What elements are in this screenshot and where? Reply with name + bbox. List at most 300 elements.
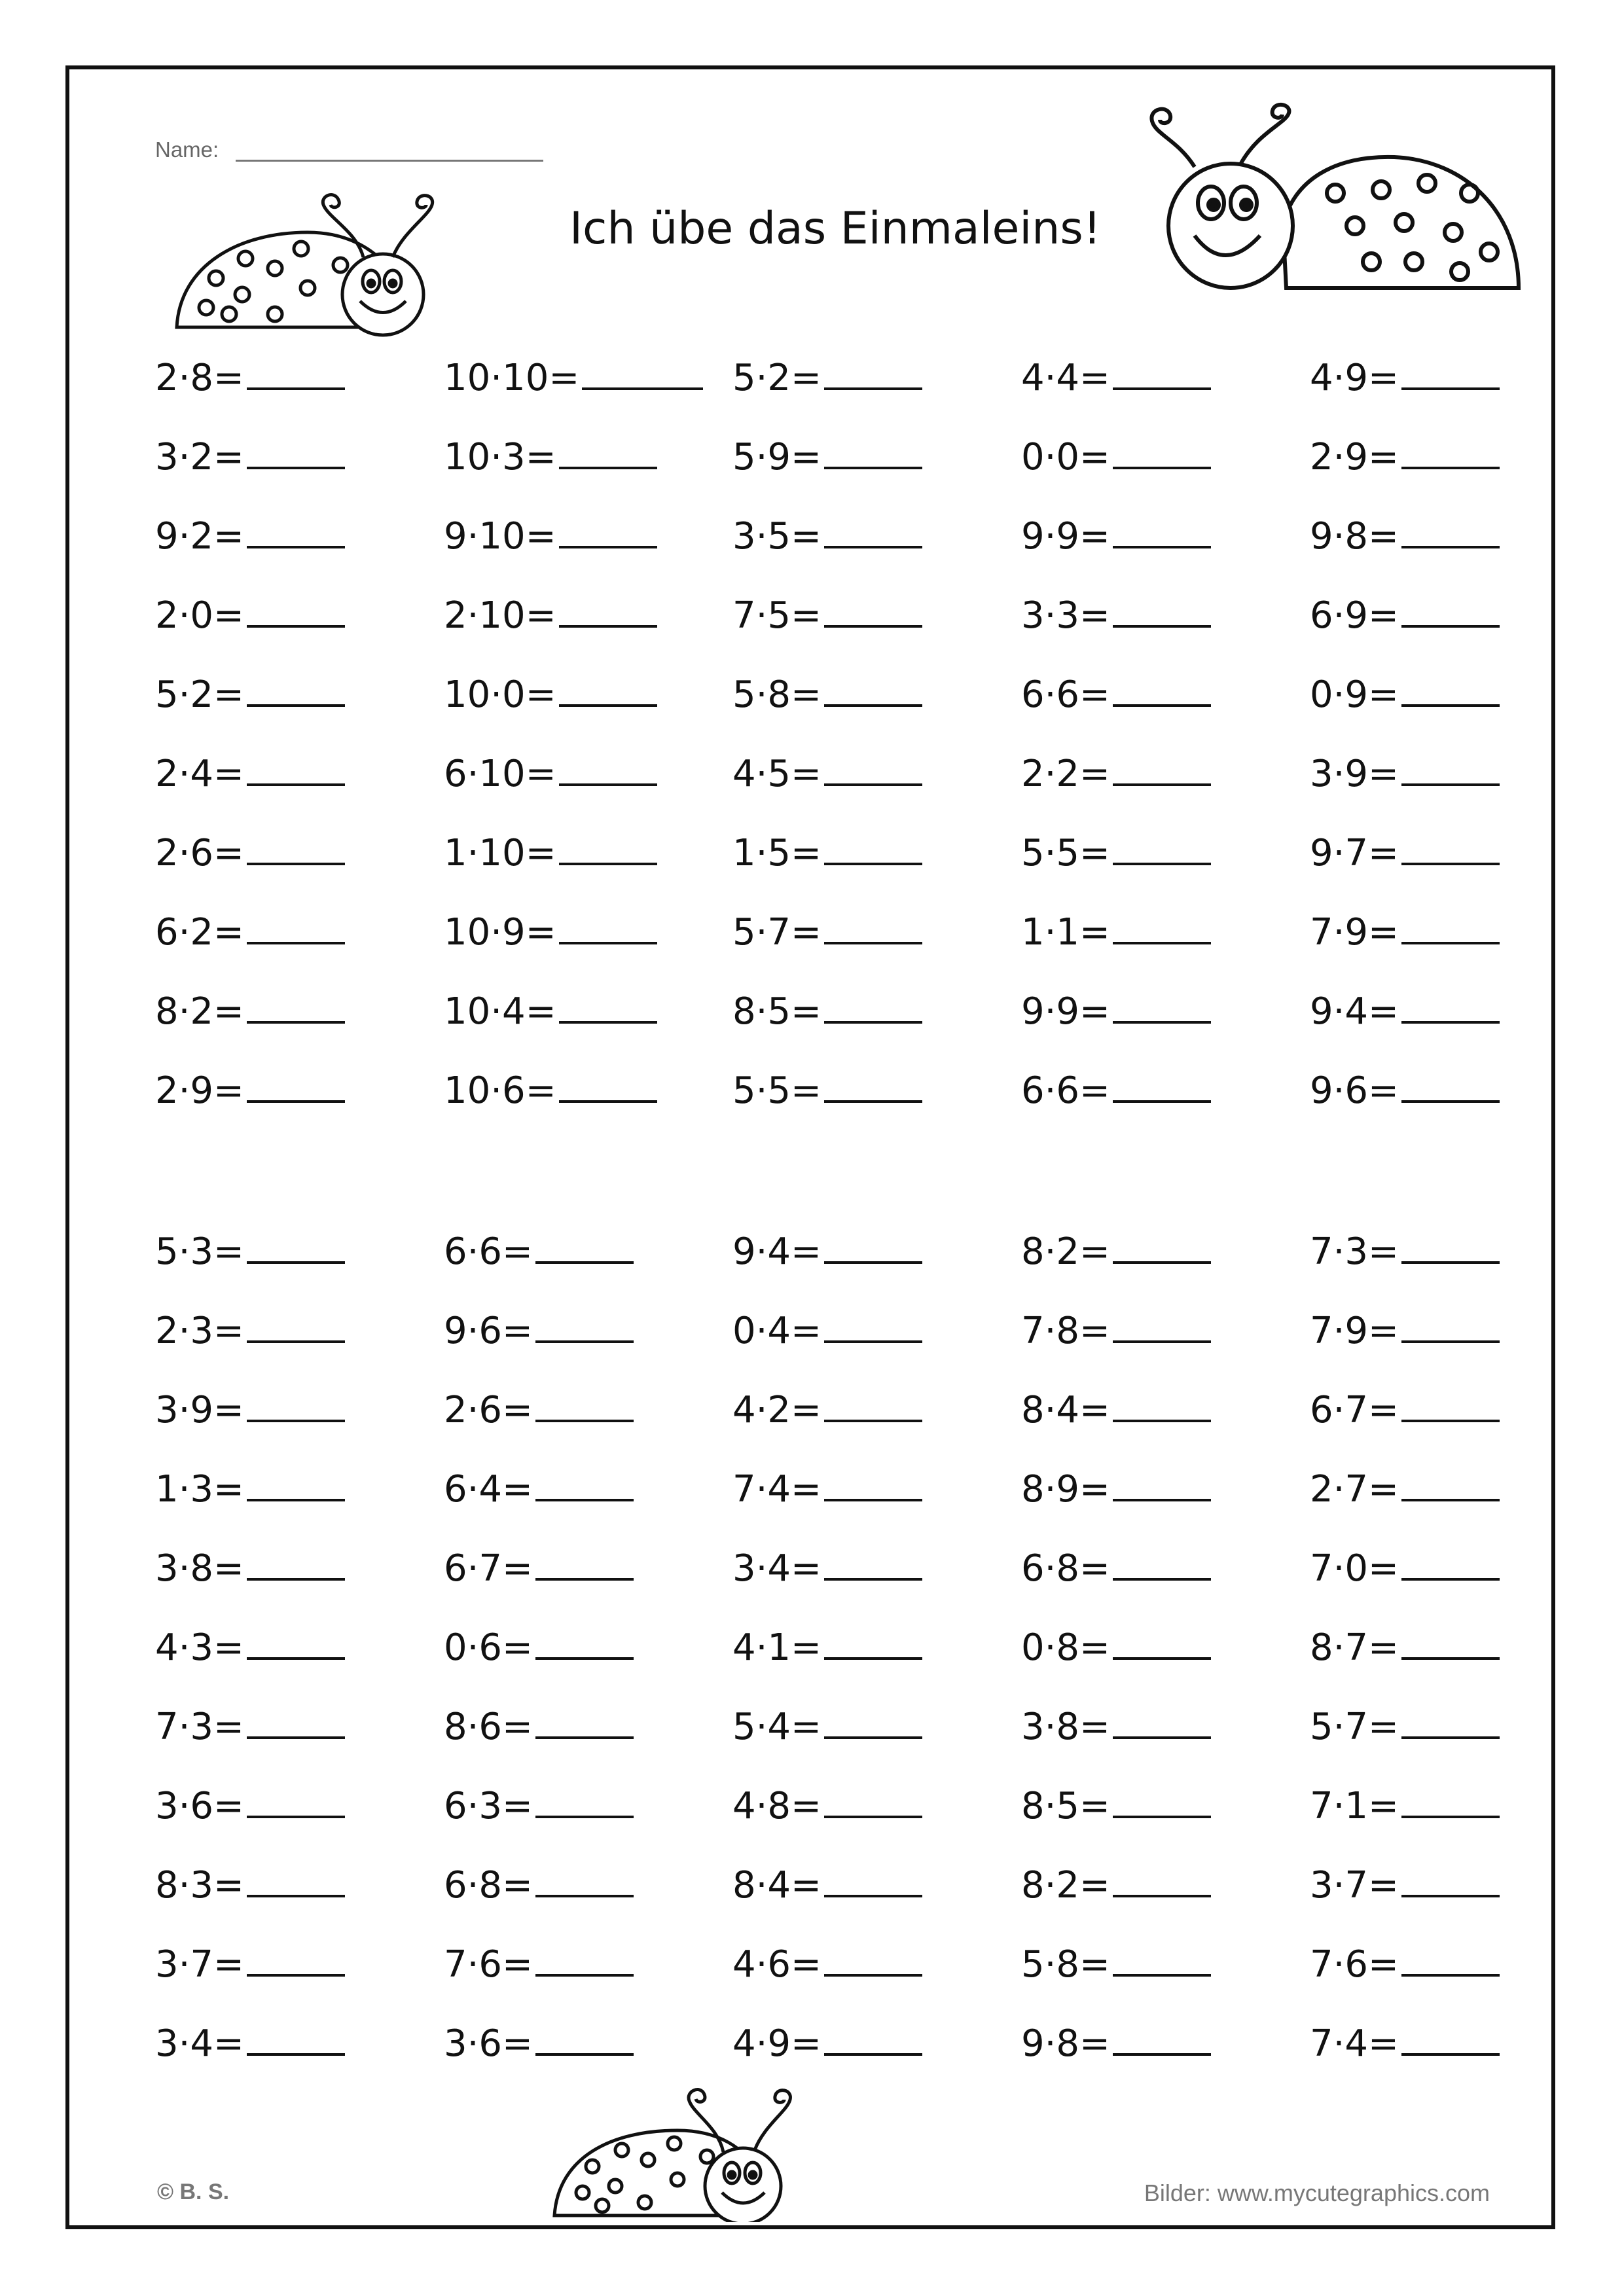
exercise-item	[155, 1066, 345, 1112]
answer-blank[interactable]	[247, 987, 345, 1024]
exercise-item	[1021, 670, 1211, 716]
exercise-item	[732, 749, 922, 795]
exercise-text: 9·4=	[732, 1230, 821, 1273]
answer-blank[interactable]	[1113, 1861, 1211, 1897]
exercise-item	[1021, 1623, 1211, 1669]
exercise-text: 4·1=	[732, 1626, 821, 1669]
answer-blank[interactable]	[247, 1465, 345, 1501]
exercise-text: 4·2=	[732, 1389, 821, 1431]
exercise-text: 3·9=	[1310, 753, 1399, 795]
answer-blank[interactable]	[247, 670, 345, 707]
exercise-text: 9·6=	[444, 1310, 533, 1352]
exercise-text: 3·3=	[1021, 594, 1110, 637]
exercise-item	[444, 670, 657, 716]
exercise-item	[444, 1861, 634, 1907]
exercise-item	[732, 1306, 922, 1352]
exercise-item	[155, 512, 345, 558]
exercise-text: 8·2=	[1021, 1230, 1110, 1273]
exercise-item	[444, 1066, 657, 1112]
exercise-item	[1021, 1940, 1211, 1986]
answer-blank[interactable]	[582, 353, 703, 390]
exercise-item	[732, 1702, 922, 1748]
answer-blank[interactable]	[535, 1544, 634, 1581]
exercise-text: 5·2=	[732, 357, 821, 399]
answer-blank[interactable]	[824, 353, 922, 390]
exercise-text: 2·3=	[155, 1310, 244, 1352]
answer-blank[interactable]	[1113, 1386, 1211, 1422]
answer-blank[interactable]	[1113, 512, 1211, 548]
exercise-text: 0·4=	[732, 1310, 821, 1352]
exercise-text: 7·0=	[1310, 1547, 1399, 1590]
answer-blank[interactable]	[247, 1940, 345, 1977]
exercise-item	[1021, 1465, 1211, 1511]
exercise-text: 6·6=	[1021, 673, 1110, 716]
answer-blank[interactable]	[247, 2019, 345, 2056]
exercise-item	[1310, 1702, 1500, 1748]
answer-blank[interactable]	[559, 987, 657, 1024]
exercise-text: 6·9=	[1310, 594, 1399, 637]
answer-blank[interactable]	[824, 1940, 922, 1977]
exercise-item	[1021, 591, 1211, 637]
answer-blank[interactable]	[247, 512, 345, 548]
exercise-item	[1310, 353, 1500, 399]
copyright: © B. S.	[157, 2179, 230, 2204]
exercise-text: 9·7=	[1310, 832, 1399, 874]
answer-blank[interactable]	[1401, 749, 1500, 786]
exercise-item	[732, 1623, 922, 1669]
exercise-text: 8·5=	[1021, 1785, 1110, 1827]
exercise-item	[732, 1465, 922, 1511]
exercise-text: 2·9=	[1310, 436, 1399, 478]
exercise-item	[1310, 829, 1500, 874]
answer-blank[interactable]	[1401, 829, 1500, 865]
exercise-text: 8·4=	[732, 1864, 821, 1907]
exercise-item	[1310, 670, 1500, 716]
answer-blank[interactable]	[1113, 908, 1211, 944]
answer-blank[interactable]	[247, 1782, 345, 1818]
exercise-text: 8·3=	[155, 1864, 244, 1907]
exercise-item	[732, 353, 922, 399]
exercise-item	[732, 1861, 922, 1907]
exercise-item	[155, 1861, 345, 1907]
answer-blank[interactable]	[1113, 1782, 1211, 1818]
exercise-item	[444, 1940, 634, 1986]
exercise-item	[444, 1465, 634, 1511]
exercise-item	[444, 908, 657, 954]
exercise-item	[1310, 1306, 1500, 1352]
exercise-text: 9·6=	[1310, 1069, 1399, 1112]
exercise-item	[444, 1623, 634, 1669]
exercise-text: 3·2=	[155, 436, 244, 478]
answer-blank[interactable]	[247, 1386, 345, 1422]
exercise-text: 0·9=	[1310, 673, 1399, 716]
exercise-text: 3·7=	[155, 1943, 244, 1986]
exercise-item	[1310, 591, 1500, 637]
exercise-text: 3·8=	[155, 1547, 244, 1590]
exercise-item	[1021, 829, 1211, 874]
answer-blank[interactable]	[1113, 353, 1211, 390]
answer-blank[interactable]	[1401, 1306, 1500, 1343]
exercise-text: 2·0=	[155, 594, 244, 637]
exercise-text: 5·3=	[155, 1230, 244, 1273]
exercise-text: 7·6=	[444, 1943, 533, 1986]
exercise-item	[732, 1544, 922, 1590]
exercise-item	[1310, 1465, 1500, 1511]
exercise-text: 7·3=	[155, 1706, 244, 1748]
exercise-item	[155, 1465, 345, 1511]
exercise-text: 2·6=	[444, 1389, 533, 1431]
answer-blank[interactable]	[535, 1623, 634, 1660]
exercise-item	[1021, 1386, 1211, 1431]
answer-blank[interactable]	[559, 433, 657, 469]
exercise-item	[1021, 433, 1211, 478]
exercise-text: 3·8=	[1021, 1706, 1110, 1748]
answer-blank[interactable]	[1401, 1940, 1500, 1977]
answer-blank[interactable]	[1401, 1386, 1500, 1422]
answer-blank[interactable]	[824, 512, 922, 548]
answer-blank[interactable]	[1113, 1465, 1211, 1501]
exercise-text: 5·8=	[732, 673, 821, 716]
answer-blank[interactable]	[824, 829, 922, 865]
exercise-item	[1310, 1861, 1500, 1907]
exercise-text: 3·7=	[1310, 1864, 1399, 1907]
answer-blank[interactable]	[559, 512, 657, 548]
exercise-text: 8·6=	[444, 1706, 533, 1748]
answer-blank[interactable]	[824, 1465, 922, 1501]
answer-blank[interactable]	[535, 1782, 634, 1818]
answer-blank[interactable]	[1113, 1940, 1211, 1977]
answer-blank[interactable]	[824, 1861, 922, 1897]
exercise-text: 8·9=	[1021, 1468, 1110, 1511]
answer-blank[interactable]	[1113, 1227, 1211, 1264]
exercise-item	[444, 512, 657, 558]
exercise-item	[155, 1623, 345, 1669]
image-credit: Bilder: www.mycutegraphics.com	[1144, 2179, 1490, 2206]
answer-blank[interactable]	[247, 433, 345, 469]
exercise-item	[444, 1782, 634, 1827]
answer-blank[interactable]	[535, 1861, 634, 1897]
exercise-item	[155, 433, 345, 478]
exercise-text: 7·8=	[1021, 1310, 1110, 1352]
exercise-item	[732, 433, 922, 478]
answer-blank[interactable]	[1401, 1227, 1500, 1264]
answer-blank[interactable]	[824, 1066, 922, 1103]
answer-blank[interactable]	[247, 1702, 345, 1739]
exercise-text: 10·9=	[444, 911, 556, 954]
exercise-text: 5·8=	[1021, 1943, 1110, 1986]
name-label: Name:	[155, 137, 219, 162]
answer-blank[interactable]	[1401, 1861, 1500, 1897]
exercise-text: 6·3=	[444, 1785, 533, 1827]
exercise-item	[732, 1066, 922, 1112]
answer-blank[interactable]	[247, 829, 345, 865]
exercise-text: 5·5=	[732, 1069, 821, 1112]
answer-blank[interactable]	[824, 591, 922, 628]
exercise-item	[155, 987, 345, 1033]
exercise-item	[444, 2019, 634, 2065]
exercise-text: 4·4=	[1021, 357, 1110, 399]
exercise-text: 6·4=	[444, 1468, 533, 1511]
answer-blank[interactable]	[824, 1702, 922, 1739]
exercise-item	[1310, 433, 1500, 478]
answer-blank[interactable]	[247, 1066, 345, 1103]
exercise-text: 7·9=	[1310, 911, 1399, 954]
exercise-text: 6·2=	[155, 911, 244, 954]
exercise-item	[155, 1227, 345, 1273]
exercise-item	[155, 1940, 345, 1986]
answer-blank[interactable]	[1401, 1465, 1500, 1501]
exercise-text: 3·6=	[155, 1785, 244, 1827]
answer-blank[interactable]	[1401, 670, 1500, 707]
answer-blank[interactable]	[1401, 908, 1500, 944]
exercise-item	[155, 591, 345, 637]
answer-blank[interactable]	[535, 1227, 634, 1264]
answer-blank[interactable]	[824, 1227, 922, 1264]
exercise-text: 8·2=	[155, 990, 244, 1033]
answer-blank[interactable]	[559, 1066, 657, 1103]
exercise-text: 7·1=	[1310, 1785, 1399, 1827]
exercise-item	[155, 670, 345, 716]
exercise-text: 4·9=	[732, 2022, 821, 2065]
exercise-text: 1·10=	[444, 832, 556, 874]
exercise-item	[1310, 1544, 1500, 1590]
exercise-text: 3·9=	[155, 1389, 244, 1431]
exercise-item	[732, 1782, 922, 1827]
answer-blank[interactable]	[1401, 1623, 1500, 1660]
answer-blank[interactable]	[559, 829, 657, 865]
exercise-text: 5·7=	[1310, 1706, 1399, 1748]
exercise-item	[155, 1702, 345, 1748]
answer-blank[interactable]	[824, 1386, 922, 1422]
exercise-item	[1021, 987, 1211, 1033]
answer-blank[interactable]	[535, 1465, 634, 1501]
exercise-text: 7·9=	[1310, 1310, 1399, 1352]
exercise-item	[155, 2019, 345, 2065]
answer-blank[interactable]	[247, 749, 345, 786]
exercise-text: 8·5=	[732, 990, 821, 1033]
exercise-text: 3·4=	[732, 1547, 821, 1590]
exercise-item	[1021, 908, 1211, 954]
answer-blank[interactable]	[1113, 591, 1211, 628]
exercise-item	[155, 829, 345, 874]
exercise-text: 9·9=	[1021, 515, 1110, 558]
exercise-item	[732, 1227, 922, 1273]
exercise-item	[444, 749, 657, 795]
exercise-text: 5·2=	[155, 673, 244, 716]
answer-blank[interactable]	[247, 1861, 345, 1897]
exercise-item	[732, 512, 922, 558]
answer-blank[interactable]	[1113, 987, 1211, 1024]
page-title: Ich übe das Einmaleins!	[569, 203, 1102, 255]
exercise-text: 8·7=	[1310, 1626, 1399, 1669]
exercise-item	[1021, 1861, 1211, 1907]
exercise-text: 4·6=	[732, 1943, 821, 1986]
exercise-text: 3·6=	[444, 2022, 533, 2065]
exercise-text: 8·2=	[1021, 1864, 1110, 1907]
answer-blank[interactable]	[535, 1306, 634, 1343]
exercise-text: 7·5=	[732, 594, 821, 637]
answer-blank[interactable]	[1113, 749, 1211, 786]
exercise-item	[444, 1544, 634, 1590]
answer-blank[interactable]	[824, 749, 922, 786]
exercise-item	[155, 1306, 345, 1352]
exercise-item	[1310, 1227, 1500, 1273]
exercise-item	[155, 908, 345, 954]
exercise-item	[1021, 2019, 1211, 2065]
answer-blank[interactable]	[247, 1227, 345, 1264]
ladybug-bottom-icon	[547, 2068, 821, 2222]
answer-blank[interactable]	[247, 1544, 345, 1581]
exercise-item	[155, 353, 345, 399]
answer-blank[interactable]	[535, 1702, 634, 1739]
exercise-text: 3·4=	[155, 2022, 244, 2065]
exercise-item	[444, 987, 657, 1033]
exercise-item	[1021, 353, 1211, 399]
exercise-item	[1310, 749, 1500, 795]
exercise-text: 0·0=	[1021, 436, 1110, 478]
answer-blank[interactable]	[559, 749, 657, 786]
answer-blank[interactable]	[247, 908, 345, 944]
answer-blank[interactable]	[824, 908, 922, 944]
exercise-text: 2·2=	[1021, 753, 1110, 795]
exercise-text: 9·2=	[155, 515, 244, 558]
answer-blank[interactable]	[247, 1623, 345, 1660]
answer-blank[interactable]	[247, 591, 345, 628]
exercise-item	[1310, 2019, 1500, 2065]
exercise-item	[1310, 1623, 1500, 1669]
answer-blank[interactable]	[1401, 591, 1500, 628]
answer-blank[interactable]	[1113, 1544, 1211, 1581]
exercise-item	[155, 1544, 345, 1590]
exercise-text: 10·3=	[444, 436, 556, 478]
answer-blank[interactable]	[1401, 433, 1500, 469]
exercise-text: 6·8=	[444, 1864, 533, 1907]
answer-blank[interactable]	[824, 1782, 922, 1818]
exercise-text: 5·9=	[732, 436, 821, 478]
answer-blank[interactable]	[1113, 1702, 1211, 1739]
exercise-text: 2·9=	[155, 1069, 244, 1112]
exercise-text: 6·6=	[444, 1230, 533, 1273]
exercise-item	[732, 2019, 922, 2065]
answer-blank[interactable]	[535, 1940, 634, 1977]
exercise-item	[1310, 1782, 1500, 1827]
answer-blank[interactable]	[247, 1306, 345, 1343]
answer-blank[interactable]	[1113, 1306, 1211, 1343]
exercise-text: 3·5=	[732, 515, 821, 558]
answer-blank[interactable]	[559, 591, 657, 628]
exercise-text: 4·3=	[155, 1626, 244, 1669]
exercise-text: 2·6=	[155, 832, 244, 874]
answer-blank[interactable]	[1401, 1702, 1500, 1739]
exercise-text: 0·6=	[444, 1626, 533, 1669]
answer-blank[interactable]	[1401, 1066, 1500, 1103]
answer-blank[interactable]	[1113, 670, 1211, 707]
exercise-item	[444, 829, 657, 874]
exercise-item	[1310, 1940, 1500, 1986]
answer-blank[interactable]	[535, 2019, 634, 2056]
exercise-text: 2·4=	[155, 753, 244, 795]
exercise-item	[732, 591, 922, 637]
exercise-text: 7·3=	[1310, 1230, 1399, 1273]
exercise-text: 6·7=	[444, 1547, 533, 1590]
exercise-item	[1310, 512, 1500, 558]
answer-blank[interactable]	[559, 908, 657, 944]
exercise-text: 6·6=	[1021, 1069, 1110, 1112]
exercise-item	[732, 1386, 922, 1431]
answer-blank[interactable]	[1113, 433, 1211, 469]
exercise-item	[1021, 1782, 1211, 1827]
exercise-item	[444, 591, 657, 637]
exercise-text: 1·5=	[732, 832, 821, 874]
answer-blank[interactable]	[1401, 1544, 1500, 1581]
exercise-item	[444, 1386, 634, 1431]
answer-blank[interactable]	[1113, 2019, 1211, 2056]
answer-blank[interactable]	[247, 353, 345, 390]
name-field[interactable]	[236, 160, 543, 162]
exercise-item	[1021, 1306, 1211, 1352]
exercise-text: 10·4=	[444, 990, 556, 1033]
answer-blank[interactable]	[559, 670, 657, 707]
answer-blank[interactable]	[1401, 512, 1500, 548]
exercise-text: 2·8=	[155, 357, 244, 399]
exercise-item	[732, 1940, 922, 1986]
exercise-item	[444, 353, 703, 399]
exercise-text: 10·10=	[444, 357, 580, 399]
answer-blank[interactable]	[824, 1623, 922, 1660]
exercise-item	[1021, 1066, 1211, 1112]
answer-blank[interactable]	[824, 433, 922, 469]
exercise-item	[732, 670, 922, 716]
answer-blank[interactable]	[1401, 353, 1500, 390]
exercise-item	[1021, 1544, 1211, 1590]
answer-blank[interactable]	[824, 1544, 922, 1581]
answer-blank[interactable]	[535, 1386, 634, 1422]
exercise-text: 4·9=	[1310, 357, 1399, 399]
exercise-text: 5·7=	[732, 911, 821, 954]
exercise-item	[1021, 1227, 1211, 1273]
exercise-item	[1310, 987, 1500, 1033]
exercise-text: 9·8=	[1310, 515, 1399, 558]
answer-blank[interactable]	[1113, 1623, 1211, 1660]
exercise-text: 5·5=	[1021, 832, 1110, 874]
exercise-item	[1310, 1066, 1500, 1112]
answer-blank[interactable]	[1401, 1782, 1500, 1818]
exercise-item	[444, 1702, 634, 1748]
exercise-text: 7·4=	[1310, 2022, 1399, 2065]
exercise-item	[155, 1386, 345, 1431]
answer-blank[interactable]	[1401, 2019, 1500, 2056]
answer-blank[interactable]	[1113, 829, 1211, 865]
exercise-item	[444, 433, 657, 478]
exercise-text: 8·4=	[1021, 1389, 1110, 1431]
answer-blank[interactable]	[1113, 1066, 1211, 1103]
exercise-text: 6·8=	[1021, 1547, 1110, 1590]
exercise-text: 9·4=	[1310, 990, 1399, 1033]
exercise-item	[155, 1782, 345, 1827]
answer-blank[interactable]	[824, 670, 922, 707]
answer-blank[interactable]	[1401, 987, 1500, 1024]
exercise-item	[1310, 908, 1500, 954]
answer-blank[interactable]	[824, 987, 922, 1024]
exercise-text: 2·10=	[444, 594, 556, 637]
answer-blank[interactable]	[824, 1306, 922, 1343]
answer-blank[interactable]	[824, 2019, 922, 2056]
exercise-item	[1021, 749, 1211, 795]
exercise-text: 10·6=	[444, 1069, 556, 1112]
exercise-text: 7·6=	[1310, 1943, 1399, 1986]
exercise-text: 2·7=	[1310, 1468, 1399, 1511]
exercise-text: 6·7=	[1310, 1389, 1399, 1431]
